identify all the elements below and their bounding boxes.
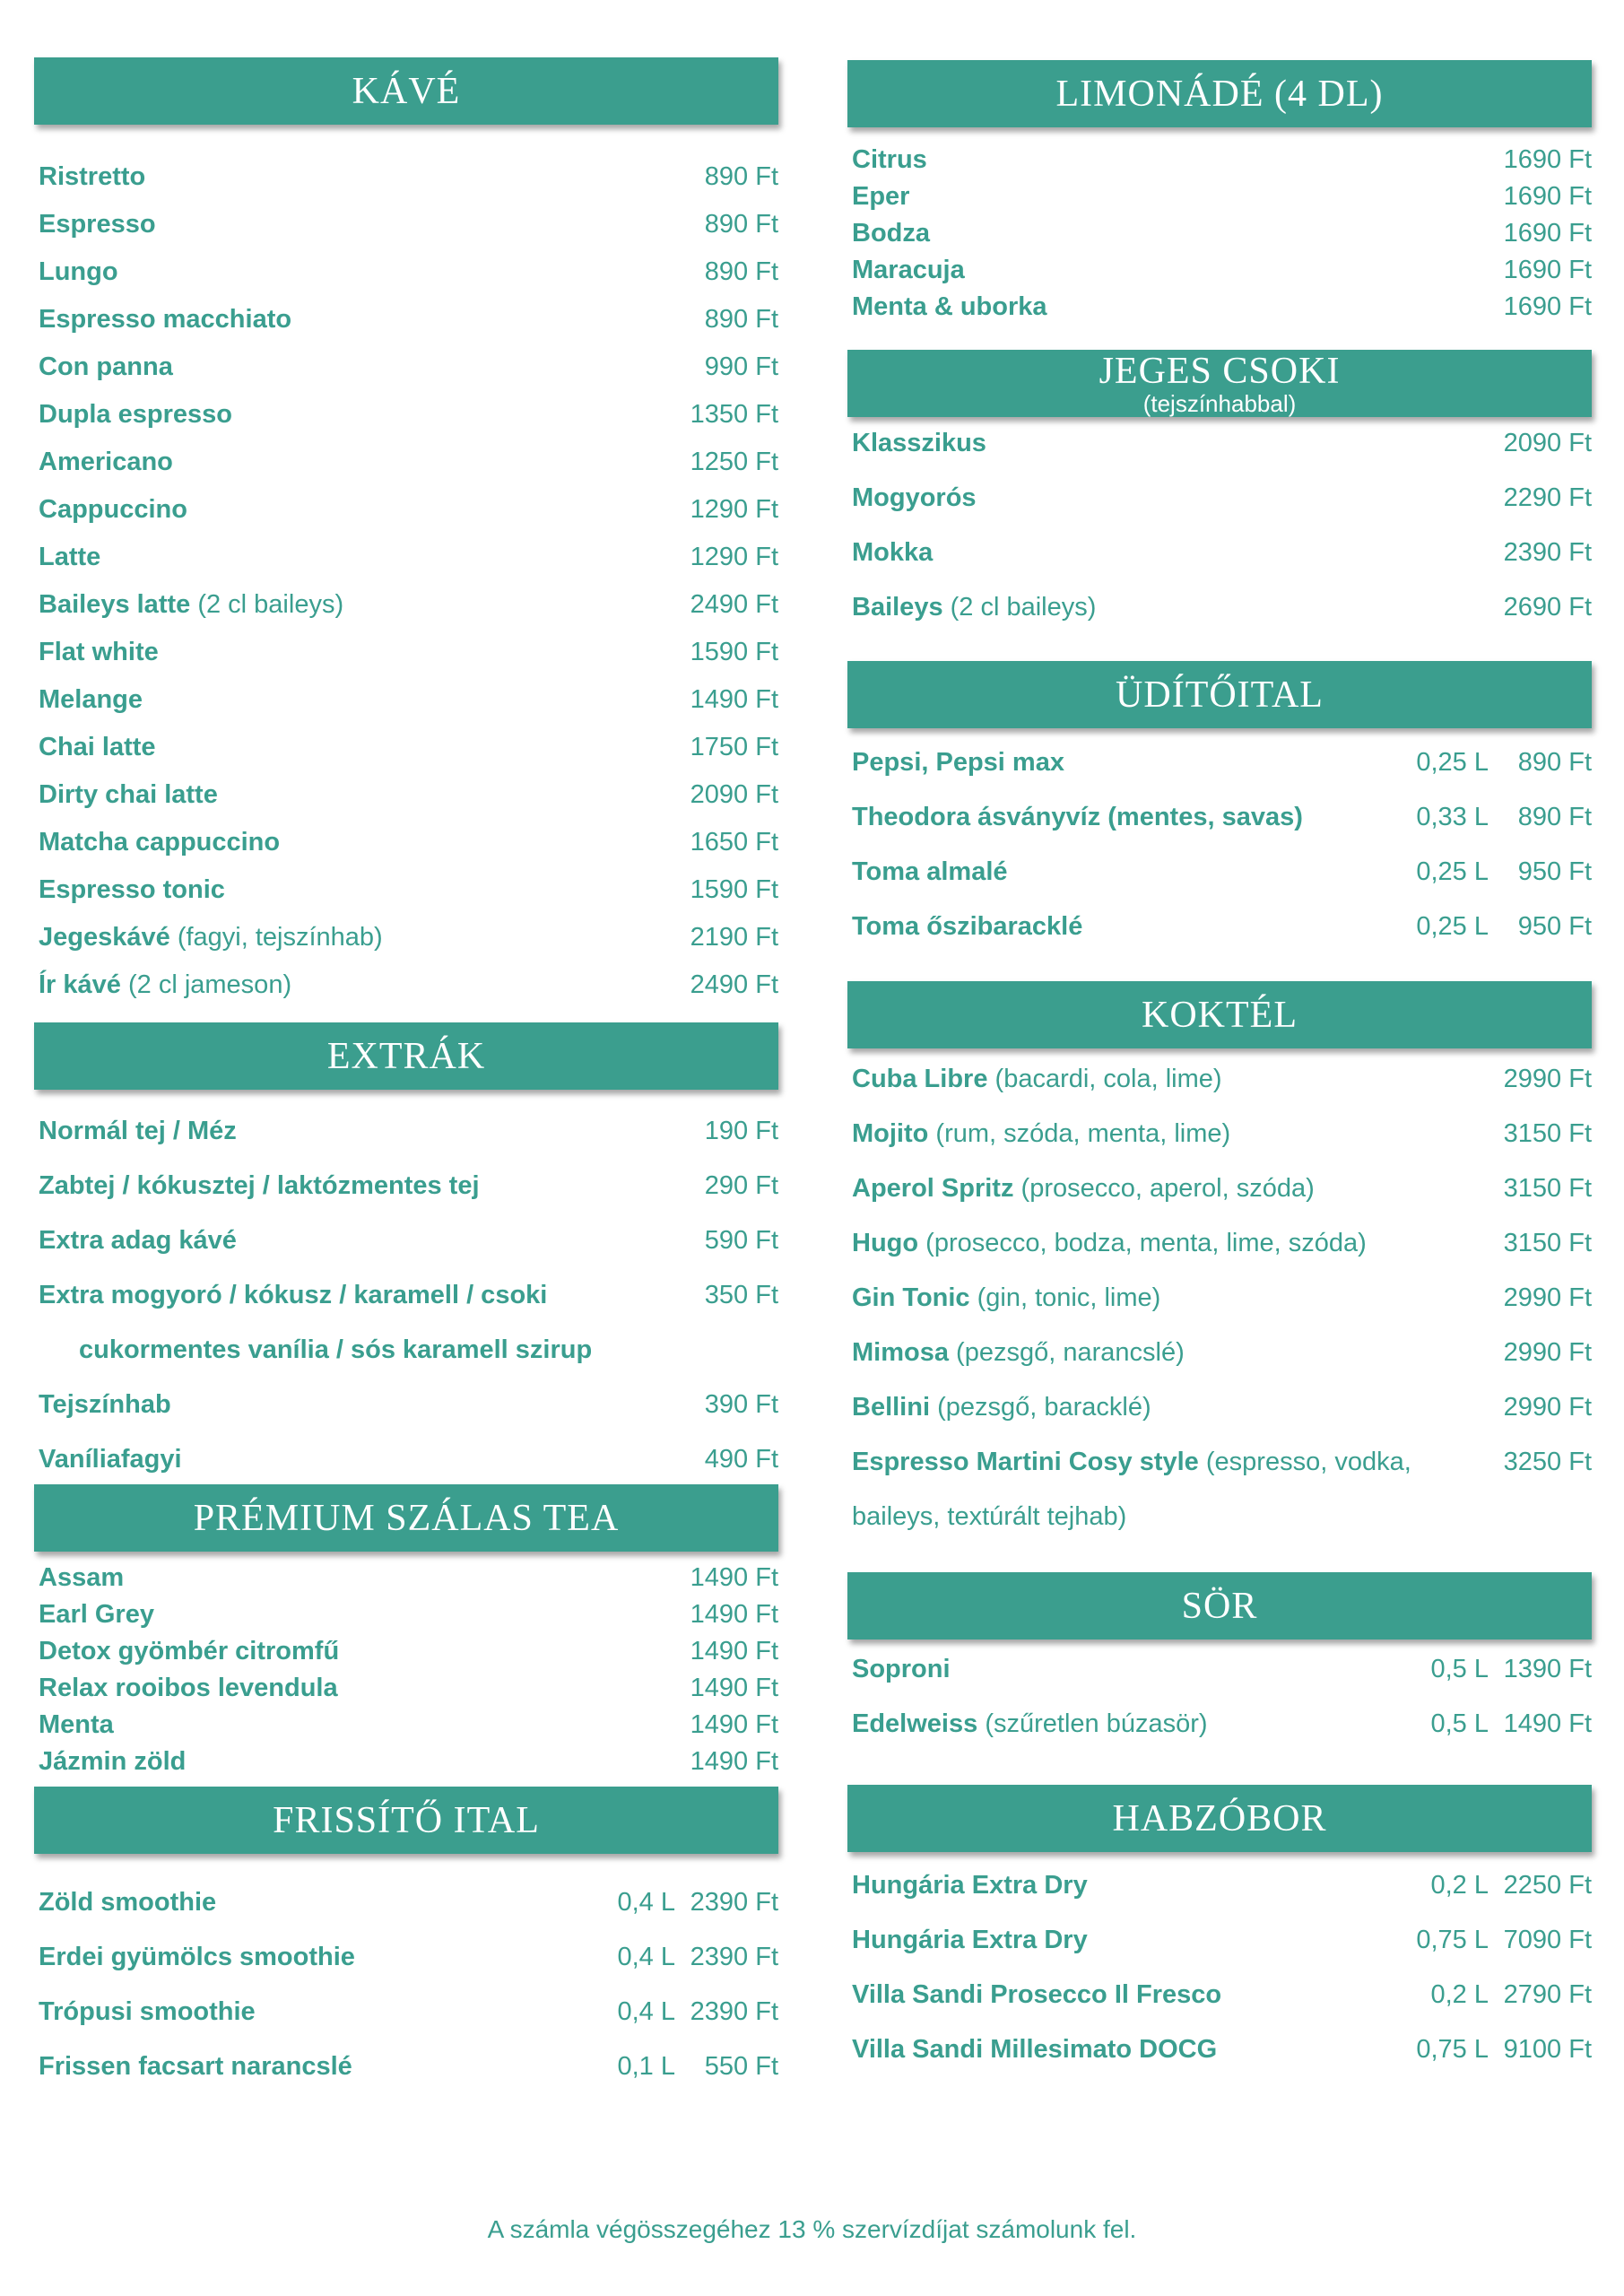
item-note: (fagyi, tejszínhab) <box>177 923 383 952</box>
item-name: Ristretto <box>39 162 146 191</box>
item-price: 1590 Ft <box>690 875 778 904</box>
item-name: Latte <box>39 543 101 571</box>
item-name: Cuba Libre <box>852 1065 988 1093</box>
item-price: 1390 Ft <box>1503 1655 1592 1683</box>
item-price: 2290 Ft <box>1503 483 1592 512</box>
menu-item <box>39 2048 778 2084</box>
menu-item <box>39 1707 778 1743</box>
item-name: cukormentes vanília / sós karamell szirup <box>79 1335 593 1364</box>
item-name: Espresso macchiato <box>39 305 292 334</box>
item-price: 390 Ft <box>704 1390 778 1419</box>
item-price: 890 Ft <box>704 210 778 239</box>
menu-item <box>852 909 1592 944</box>
section-title: PRÉMIUM SZÁLAS TEA <box>193 1497 620 1539</box>
menu-item <box>852 1444 1592 1480</box>
menu-item <box>39 1168 778 1204</box>
item-name: Zöld smoothie <box>39 1888 217 1917</box>
item-price: 3150 Ft <box>1503 1119 1592 1148</box>
item-price: 2990 Ft <box>1503 1065 1592 1093</box>
menu-item <box>39 634 778 670</box>
item-price: 1690 Ft <box>1503 256 1592 284</box>
item-name: Menta <box>39 1710 114 1739</box>
item-name: Toma őszibaracklé <box>852 912 1083 941</box>
item-price: 350 Ft <box>704 1281 778 1309</box>
item-price: 1490 Ft <box>690 685 778 714</box>
menu-item <box>79 1332 778 1368</box>
item-price: 550 Ft <box>704 2052 778 2081</box>
item-price: 890 Ft <box>704 305 778 334</box>
item-name: Erdei gyümölcs smoothie <box>39 1943 355 1971</box>
item-name: Melange <box>39 685 143 714</box>
item-price: 1490 Ft <box>690 1674 778 1702</box>
item-name: Espresso tonic <box>39 875 225 904</box>
section-header-limonade <box>847 60 1592 127</box>
item-price: 3250 Ft <box>1503 1448 1592 1476</box>
menu-item <box>852 535 1592 570</box>
item-price: 7090 Ft <box>1503 1926 1592 1954</box>
item-name: Villa Sandi Millesimato DOCG <box>852 2035 1218 2064</box>
item-price: 2490 Ft <box>690 970 778 999</box>
item-price: 890 Ft <box>704 257 778 286</box>
menu-item <box>39 1222 778 1258</box>
item-name: Con panna <box>39 352 173 381</box>
item-price: 2990 Ft <box>1503 1283 1592 1312</box>
section-title: KÁVÉ <box>352 70 461 112</box>
item-price: 1590 Ft <box>690 638 778 666</box>
item-name: Toma almalé <box>852 857 1008 886</box>
item-price: 990 Ft <box>704 352 778 381</box>
section-header-uditoital <box>847 661 1592 728</box>
item-name: Lungo <box>39 257 118 286</box>
section-header-jeges <box>847 350 1592 417</box>
section-subtitle: (tejszínhabbal) <box>1142 389 1297 417</box>
menu-item <box>39 1744 778 1779</box>
item-price: 1490 Ft <box>690 1747 778 1776</box>
item-name: Extra mogyoró / kókusz / karamell / csoki <box>39 1281 548 1309</box>
item-name: Americano <box>39 448 173 476</box>
item-price: 2990 Ft <box>1503 1338 1592 1367</box>
item-name: Assam <box>39 1563 125 1592</box>
item-price: 9100 Ft <box>1503 2035 1592 2064</box>
item-volume: 0,4 L <box>617 1997 675 2026</box>
menu-item <box>39 872 778 908</box>
menu-item <box>852 1499 1592 1535</box>
item-volume: 0,33 L <box>1416 803 1489 831</box>
item-name: Theodora ásványvíz (mentes, savas) <box>852 803 1303 831</box>
item-volume: 0,75 L <box>1416 1926 1489 1954</box>
item-volume: 0,25 L <box>1416 912 1489 941</box>
item-name: Mojito <box>852 1119 929 1148</box>
item-note: (rum, szóda, menta, lime) <box>935 1119 1231 1148</box>
menu-item <box>39 1560 778 1596</box>
item-name: Chai latte <box>39 733 156 761</box>
menu-item <box>852 1867 1592 1903</box>
menu-item <box>852 215 1592 251</box>
section-header-habzobor <box>847 1785 1592 1852</box>
item-volume: 0,4 L <box>617 1943 675 1971</box>
item-price: 2190 Ft <box>690 923 778 952</box>
item-volume: 0,2 L <box>1430 1871 1489 1900</box>
item-name: Jegeskávé <box>39 923 170 952</box>
item-name: Baileys <box>852 593 943 622</box>
item-note: (2 cl jameson) <box>127 970 292 999</box>
section-title: EXTRÁK <box>326 1035 486 1077</box>
item-name: Pepsi, Pepsi max <box>852 748 1064 777</box>
menu-item <box>852 854 1592 890</box>
item-name: Eper <box>852 182 910 211</box>
menu-item <box>852 744 1592 780</box>
item-name: Extra adag kávé <box>39 1226 237 1255</box>
section-header-extrak <box>34 1022 778 1090</box>
menu-item <box>39 1596 778 1632</box>
item-price: 2390 Ft <box>690 1997 778 2026</box>
menu-item <box>852 178 1592 214</box>
item-name: Relax rooibos levendula <box>39 1674 338 1702</box>
menu-item <box>39 1387 778 1422</box>
item-name: Cappuccino <box>39 495 187 524</box>
item-name: Bodza <box>852 219 930 248</box>
menu-item <box>39 491 778 527</box>
menu-item <box>852 799 1592 835</box>
menu-item <box>39 777 778 813</box>
menu-item <box>39 1441 778 1477</box>
menu-item <box>852 1922 1592 1958</box>
menu-item <box>39 206 778 242</box>
item-price: 2690 Ft <box>1503 593 1592 622</box>
menu-item <box>39 967 778 1003</box>
menu-item <box>39 349 778 385</box>
item-price: 1650 Ft <box>690 828 778 857</box>
section-title: JEGES CSOKI <box>1099 350 1341 392</box>
item-name: Edelweiss <box>852 1709 978 1738</box>
section-header-kave <box>34 57 778 125</box>
item-name: Citrus <box>852 145 927 174</box>
menu-item <box>39 159 778 195</box>
item-price: 890 Ft <box>1517 803 1592 831</box>
section-header-tea <box>34 1484 778 1552</box>
menu-item <box>39 919 778 955</box>
item-name: Bellini <box>852 1393 931 1422</box>
menu-item <box>852 252 1592 288</box>
item-price: 2390 Ft <box>690 1943 778 1971</box>
item-price: 2390 Ft <box>690 1888 778 1917</box>
section-title: KOKTÉL <box>1142 994 1298 1036</box>
item-price: 2790 Ft <box>1503 1980 1592 2009</box>
item-name: Jázmin zöld <box>39 1747 187 1776</box>
item-price: 1490 Ft <box>690 1600 778 1629</box>
menu-item <box>39 1277 778 1313</box>
menu-item <box>852 1335 1592 1370</box>
menu-item <box>39 682 778 718</box>
section-title: FRISSÍTŐ ITAL <box>273 1799 540 1841</box>
section-title: SÖR <box>1181 1585 1258 1627</box>
menu-item <box>39 1939 778 1975</box>
menu-item <box>852 1651 1592 1687</box>
item-price: 2090 Ft <box>1503 429 1592 457</box>
item-name: Espresso <box>39 210 156 239</box>
item-price: 1490 Ft <box>1503 1709 1592 1738</box>
item-name: Zabtej / kókusztej / laktózmentes tej <box>39 1171 480 1200</box>
item-name: Hungária Extra Dry <box>852 1926 1088 1954</box>
item-price: 3150 Ft <box>1503 1174 1592 1203</box>
item-price: 490 Ft <box>704 1445 778 1474</box>
item-volume: 0,1 L <box>617 2052 675 2081</box>
item-note: (espresso, vodka, <box>1205 1448 1411 1476</box>
item-price: 1690 Ft <box>1503 145 1592 174</box>
item-note: (pezsgő, baracklé) <box>937 1393 1151 1422</box>
item-price: 2990 Ft <box>1503 1393 1592 1422</box>
item-volume: 0,25 L <box>1416 857 1489 886</box>
item-price: 2250 Ft <box>1503 1871 1592 1900</box>
item-name: Gin Tonic <box>852 1283 970 1312</box>
item-price: 1490 Ft <box>690 1637 778 1665</box>
menu-item <box>39 1670 778 1706</box>
menu-item <box>39 824 778 860</box>
menu-item <box>852 289 1592 325</box>
item-name: Soproni <box>852 1655 951 1683</box>
item-note: (prosecco, bodza, menta, lime, szóda) <box>925 1229 1367 1257</box>
menu-item <box>852 1170 1592 1206</box>
item-volume: 0,4 L <box>617 1888 675 1917</box>
item-name: Dupla espresso <box>39 400 232 429</box>
item-price: 1690 Ft <box>1503 219 1592 248</box>
menu-item <box>852 1706 1592 1742</box>
item-note: (bacardi, cola, lime) <box>994 1065 1222 1093</box>
item-volume: 0,5 L <box>1430 1655 1489 1683</box>
item-name: Maracuja <box>852 256 965 284</box>
item-note: (pezsgő, narancslé) <box>956 1338 1185 1367</box>
item-price: 3150 Ft <box>1503 1229 1592 1257</box>
item-note: (gin, tonic, lime) <box>977 1283 1161 1312</box>
item-name: Mogyorós <box>852 483 977 512</box>
section-header-koktel <box>847 981 1592 1048</box>
section-header-frissito <box>34 1787 778 1854</box>
item-name: Frissen facsart narancslé <box>39 2052 352 2081</box>
item-note: (szűretlen búzasör) <box>985 1709 1208 1738</box>
menu-item <box>39 444 778 480</box>
item-name: Dirty chai latte <box>39 780 218 809</box>
item-name: Villa Sandi Prosecco Il Fresco <box>852 1980 1222 2009</box>
item-name: Matcha cappuccino <box>39 828 281 857</box>
item-name: Ír kávé <box>39 970 121 999</box>
item-note: baileys, textúrált tejhab) <box>852 1502 1127 1531</box>
menu-item <box>39 1113 778 1149</box>
item-price: 1750 Ft <box>690 733 778 761</box>
item-name: Flat white <box>39 638 159 666</box>
item-volume: 0,75 L <box>1416 2035 1489 2064</box>
item-name: Normál tej / Méz <box>39 1117 237 1145</box>
menu-item <box>852 1116 1592 1152</box>
menu-item <box>852 142 1592 178</box>
item-name: Trópusi smoothie <box>39 1997 256 2026</box>
item-note: (prosecco, aperol, szóda) <box>1020 1174 1315 1203</box>
item-price: 1490 Ft <box>690 1710 778 1739</box>
menu-item <box>39 1994 778 2030</box>
item-price: 1250 Ft <box>690 448 778 476</box>
item-price: 290 Ft <box>704 1171 778 1200</box>
menu-item <box>852 1389 1592 1425</box>
menu-item <box>39 254 778 290</box>
item-price: 2390 Ft <box>1503 538 1592 567</box>
item-price: 1290 Ft <box>690 543 778 571</box>
item-volume: 0,25 L <box>1416 748 1489 777</box>
service-charge-note: A számla végösszegéhez 13 % szervízdíjat számolunk fel. <box>487 2215 1137 2243</box>
item-price: 890 Ft <box>1517 748 1592 777</box>
item-name: Aperol Spritz <box>852 1174 1014 1203</box>
section-title: ÜDÍTŐITAL <box>1116 674 1324 716</box>
item-name: Baileys latte <box>39 590 191 619</box>
item-name: Detox gyömbér citromfű <box>39 1637 340 1665</box>
item-volume: 0,5 L <box>1430 1709 1489 1738</box>
item-price: 1350 Ft <box>690 400 778 429</box>
menu-item <box>852 425 1592 461</box>
section-title: HABZÓBOR <box>1112 1797 1327 1839</box>
item-name: Klasszikus <box>852 429 986 457</box>
item-price: 1690 Ft <box>1503 182 1592 211</box>
item-name: Tejszínhab <box>39 1390 171 1419</box>
item-price: 890 Ft <box>704 162 778 191</box>
section-title: LIMONÁDÉ (4 DL) <box>1055 73 1384 115</box>
item-price: 590 Ft <box>704 1226 778 1255</box>
item-name: Menta & uborka <box>852 292 1047 321</box>
item-name: Mimosa <box>852 1338 949 1367</box>
menu-item <box>39 1884 778 1920</box>
item-price: 2090 Ft <box>690 780 778 809</box>
menu-item <box>39 1633 778 1669</box>
menu-item <box>852 480 1592 516</box>
item-price: 190 Ft <box>704 1117 778 1145</box>
menu-item <box>39 301 778 337</box>
item-name: Earl Grey <box>39 1600 154 1629</box>
menu-item <box>852 1977 1592 2013</box>
item-name: Vaníliafagyi <box>39 1445 182 1474</box>
item-volume: 0,2 L <box>1430 1980 1489 2009</box>
menu-item <box>852 1225 1592 1261</box>
item-name: Hungária Extra Dry <box>852 1871 1088 1900</box>
menu-item <box>39 396 778 432</box>
item-price: 1290 Ft <box>690 495 778 524</box>
menu-item <box>39 729 778 765</box>
item-name: Espresso Martini Cosy style <box>852 1448 1199 1476</box>
menu-item <box>39 539 778 575</box>
item-name: Hugo <box>852 1229 919 1257</box>
item-price: 1490 Ft <box>690 1563 778 1592</box>
item-note: (2 cl baileys) <box>950 593 1097 622</box>
item-name: Mokka <box>852 538 934 567</box>
section-header-sor <box>847 1572 1592 1639</box>
menu-item <box>39 587 778 622</box>
menu-item <box>852 1061 1592 1097</box>
menu-item <box>852 589 1592 625</box>
item-note: (2 cl baileys) <box>197 590 344 619</box>
item-price: 950 Ft <box>1517 857 1592 886</box>
menu-item <box>852 1280 1592 1316</box>
item-price: 1690 Ft <box>1503 292 1592 321</box>
item-price: 950 Ft <box>1517 912 1592 941</box>
menu-item <box>852 2031 1592 2067</box>
item-price: 2490 Ft <box>690 590 778 619</box>
